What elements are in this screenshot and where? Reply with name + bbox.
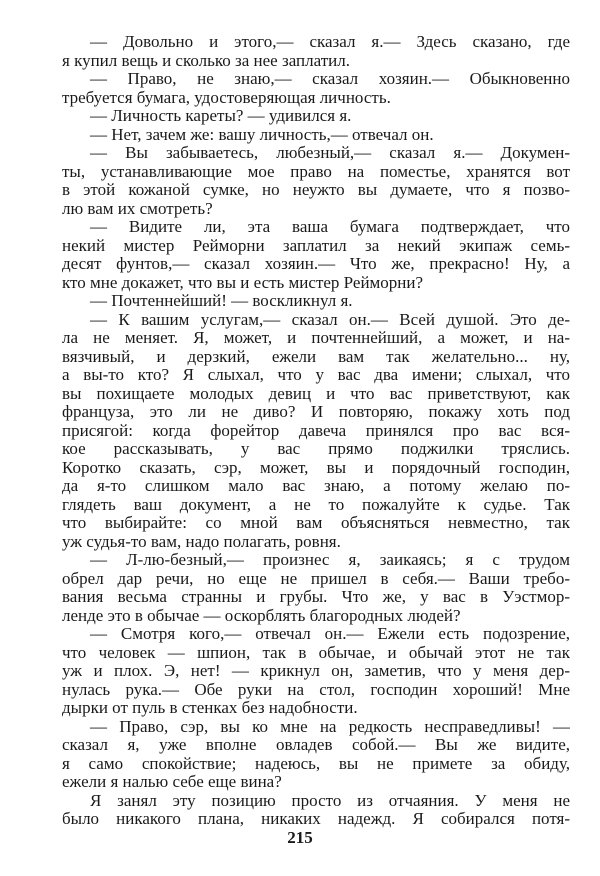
page-number: 215: [287, 828, 313, 847]
text-line: уж и плох. Э, нет! — крикнул он, заметив, что у меня дер-: [62, 662, 570, 680]
text-line: вязчивый, и дерзкий, ежели вам так желательно... ну,: [62, 347, 570, 366]
text-line: — Нет, зачем же: вашу личность,— отвечал он.: [90, 125, 434, 144]
text-line: — Личность кареты? — удивился я.: [90, 107, 352, 125]
text-line: — Смотря кого,— отвечал он.— Ежели есть подозрение,: [90, 625, 570, 643]
text-line: лю вам их смотреть?: [62, 199, 213, 218]
text-line: а вы-то кто? Я слыхал, что у вас два имени; слыхал, что: [62, 366, 570, 384]
text-line: сказал я, уже вполне овладев собой.— Вы же видите,: [62, 736, 570, 754]
text-line: я купил вещь и сколько за нее заплатил.: [62, 51, 350, 70]
text-line: что выбирайте: со мной вам объясняться невместно, так: [62, 514, 570, 532]
page-text: [62, 33, 570, 829]
text-line: некий мистер Рейморни заплатил за некий экипаж семь-: [62, 236, 570, 255]
text-line: что человек — шпион, так в обычае, и обычай этот не так: [62, 643, 570, 662]
text-line: обрел дар речи, но еще не пришел в себя.— Ваши требо-: [62, 569, 570, 588]
text-line: нулась рука.— Обе руки на стол, господин хороший! Мне: [62, 680, 570, 699]
text-line: ежели я налью себе еще вина?: [62, 773, 282, 791]
text-line: француза, это ли не диво? И повторяю, покажу хоть под: [62, 403, 570, 421]
text-line: десят фунтов,— сказал хозяин.— Что же, прекрасно! Ну, а: [62, 255, 570, 273]
text-line: — Почтеннейший! — воскликнул я.: [90, 292, 353, 310]
text-line: глядеть ваш документ, а не то пожалуйте к судье. Так: [62, 495, 570, 514]
text-line: уж судья-то вам, надо полагать, ровня.: [62, 532, 341, 551]
text-line: кто мне докажет, что вы и есть мистер Рейморни?: [62, 273, 424, 292]
text-line: — Видите ли, эта ваша бумага подтверждает, что: [90, 218, 570, 236]
text-line: в этой кожаной сумке, но неужто вы думаете, что я позво-: [62, 181, 570, 199]
text-line: ла не меняет. Я, может, и почтеннейший, а может, и на-: [62, 329, 570, 347]
text-line: — Право, сэр, вы ко мне на редкость несправедливы! —: [90, 717, 570, 736]
text-line: — Довольно и этого,— сказал я.— Здесь сказано, где: [90, 33, 570, 51]
text-line: я само спокойствие; надеюсь, вы не примете за обиду,: [62, 754, 570, 773]
text-line: дырки от пуль в стенках без надобности.: [62, 699, 358, 717]
text-line: присягой: когда форейтор давеча принялся про вас вся-: [62, 421, 570, 440]
text-line: — Вы забываетесь, любезный,— сказал я.— Докумен-: [90, 144, 570, 162]
text-line: Я занял эту позицию просто из отчаяния. У меня не: [90, 791, 570, 810]
text-line: требуется бумага, удостоверяющая личность.: [62, 88, 391, 107]
text-line: да я-то слишком мало вас знаю, а потому желаю по-: [62, 477, 570, 495]
text-line: — Право, не знаю,— сказал хозяин.— Обыкновенно: [90, 70, 570, 88]
text-line: ты, устанавливающие мое право на поместье, хранятся вот: [62, 162, 570, 181]
text-line: Коротко сказать, сэр, может, вы и порядочный господин,: [62, 458, 570, 477]
text-line: кое рассказывать, у вас прямо поджилки тряслись.: [62, 440, 570, 458]
text-line: — К вашим услугам,— сказал он.— Всей душой. Это де-: [90, 310, 570, 329]
text-line: вания весьма странны и грубы. Что же, у вас в Уэстмор-: [62, 588, 570, 606]
text-line: — Л-лю-безный,— произнес я, заикаясь; я с трудом: [90, 551, 570, 569]
text-line: вы похищаете молодых девиц и что вас приветствуют, как: [62, 384, 570, 403]
text-line: было никакого плана, никаких надежд. Я собирался потя-: [62, 810, 570, 828]
text-line: ленде это в обычае — оскорблять благородных людей?: [62, 606, 461, 625]
